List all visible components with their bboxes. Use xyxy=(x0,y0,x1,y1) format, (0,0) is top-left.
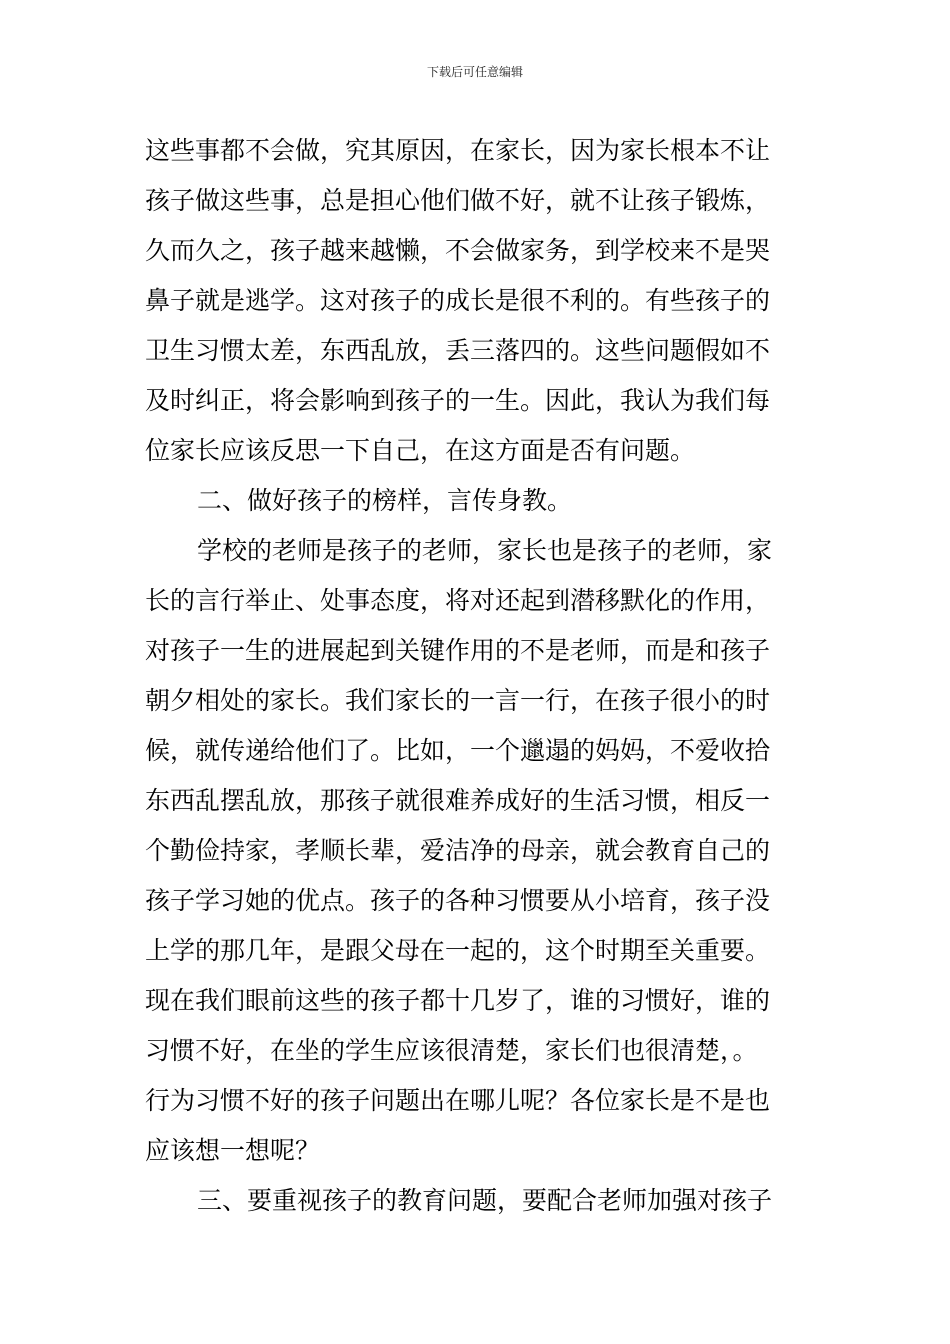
page-header-note: 下载后可任意编辑 xyxy=(426,65,523,79)
text-line: 孩子学习她的优点。孩子的各种习惯要从小培育，孩子没 xyxy=(145,886,771,915)
text-line: 位家长应该反思一下自己，在这方面是否有问题。 xyxy=(145,436,696,465)
text-line: 东西乱摆乱放，那孩子就很难养成好的生活习惯，相反一 xyxy=(145,786,771,815)
document-body xyxy=(145,126,807,1226)
text-line: 久而久之，孩子越来越懒，不会做家务，到学校来不是哭 xyxy=(145,236,771,265)
text-line: 行为习惯不好的孩子问题出在哪儿呢？各位家长是不是也 xyxy=(145,1086,771,1115)
text-line: 对孩子一生的进展起到关键作用的不是老师，而是和孩子 xyxy=(145,636,771,665)
text-line: 朝夕相处的家长。我们家长的一言一行，在孩子很小的时 xyxy=(145,686,771,715)
text-line: 现在我们眼前这些的孩子都十几岁了，谁的习惯好，谁的 xyxy=(145,986,771,1015)
text-line: 及时纠正，将会影响到孩子的一生。因此，我认为我们每 xyxy=(145,386,771,415)
text-line: 应该想一想呢？ xyxy=(145,1136,321,1165)
section-heading: 二、做好孩子的榜样，言传身教。 xyxy=(197,486,573,515)
section-heading: 三、要重视孩子的教育问题，要配合老师加强对孩子 xyxy=(197,1186,773,1215)
text-line: 长的言行举止、处事态度，将对还起到潜移默化的作用， xyxy=(145,586,771,615)
text-line: 这些事都不会做，究其原因，在家长，因为家长根本不让 xyxy=(145,136,771,165)
text-line: 习惯不好，在坐的学生应该很清楚，家长们也很清楚，。 xyxy=(145,1036,758,1065)
text-line: 候，就传递给他们了。比如，一个邋遢的妈妈，不爱收拾 xyxy=(145,736,771,765)
text-line: 上学的那几年，是跟父母在一起的，这个时期至关重要。 xyxy=(145,936,771,965)
text-line: 卫生习惯太差，东西乱放，丢三落四的。这些问题假如不 xyxy=(145,336,771,365)
text-line: 孩子做这些事，总是担心他们做不好，就不让孩子锻炼， xyxy=(145,186,771,215)
paragraph-start: 学校的老师是孩子的老师，家长也是孩子的老师，家 xyxy=(197,536,773,565)
text-line: 个勤俭持家，孝顺长辈，爱洁净的母亲，就会教育自己的 xyxy=(145,836,771,865)
text-line: 鼻子就是逃学。这对孩子的成长是很不利的。有些孩子的 xyxy=(145,286,771,315)
